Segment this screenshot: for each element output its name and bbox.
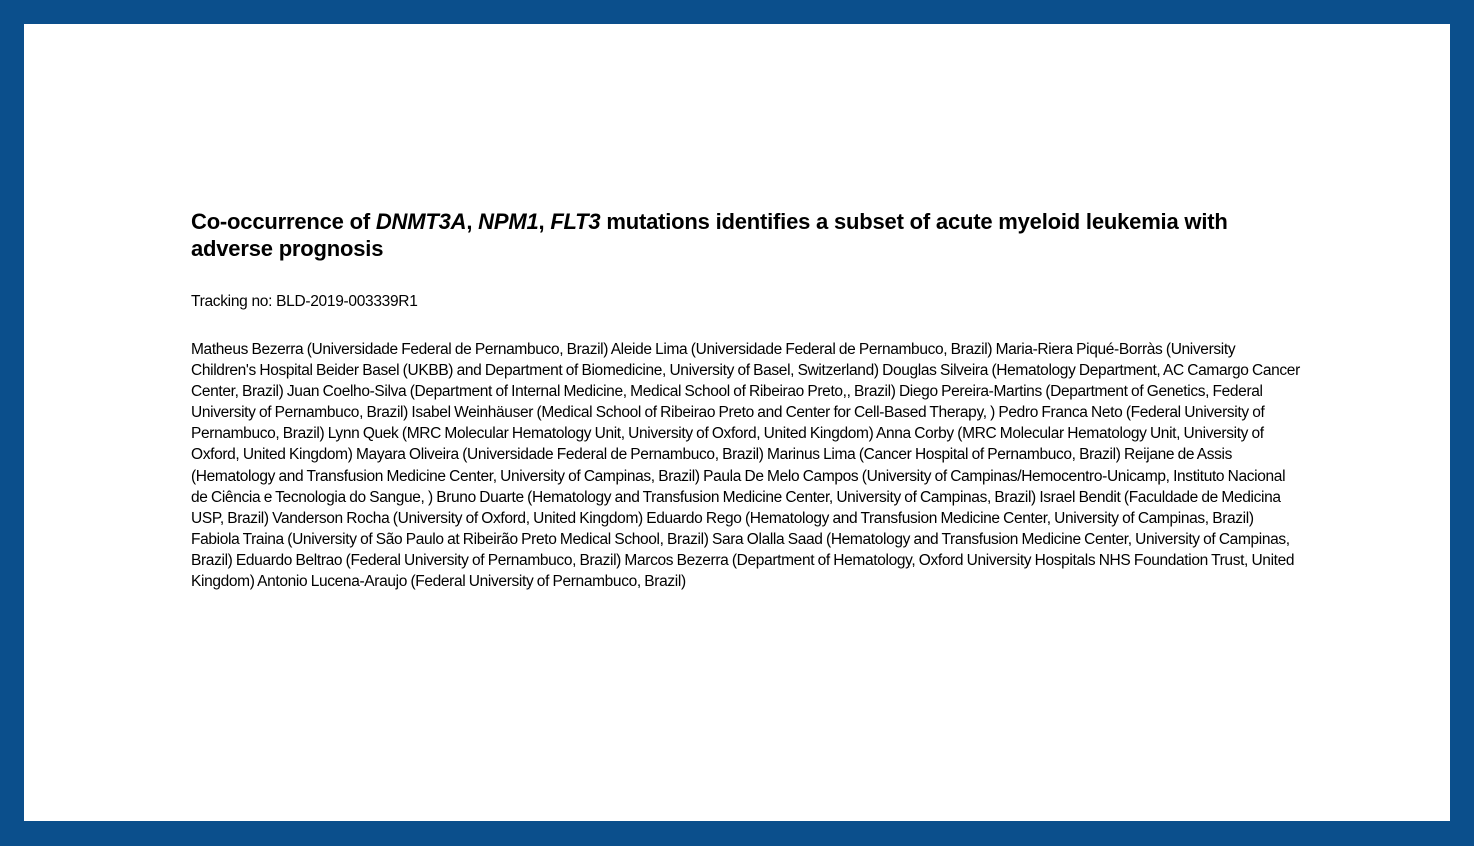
title-suffix: mutations identifies a subset of acute myeloid leukemia with adverse prognosis (191, 209, 1228, 261)
title-prefix: Co-occurrence of (191, 209, 376, 234)
title-separator: , (538, 209, 551, 234)
paper-title (191, 208, 1301, 262)
document-content (191, 208, 1301, 592)
title-gene-dnmt3a: DNMT3A (375, 209, 467, 234)
document-page (24, 24, 1450, 821)
author-list: Matheus Bezerra (Universidade Federal de Pernambuco, Brazil) Aleide Lima (Universidade Federal de Pernambuco, Brazil) Maria-Riera Piqué-Borràs (University Children's Hospital Beider Basel (UKBB) and Department of Biomedicine, University of Basel, Switzerland) Douglas Silveira (Hematology Department, AC Camargo Cancer Center, Brazil) Juan Coelho-Silva (Department of Internal Medicine, Medical School of Ribeirao Preto,, Brazil) Diego Pereira-Martins (Department of Genetics, Federal University of Pernambuco, Brazil) Isabel Weinhäuser (Medical School of Ribeirao Preto and Center for Cell-Based Therapy, ) Pedro Franca Neto (Federal University of Pernambuco, Brazil) Lynn Quek (MRC Molecular Hematology Unit, University of Oxford, United Kingdom) Anna Corby (MRC Molecular Hematology Unit, University of Oxford, United Kingdom) Mayara Oliveira (Universidade Federal de Pernambuco, Brazil) Marinus Lima (Cancer Hospital of Pernambuco, Brazil) Reijane de Assis (Hematology and Transfusion Medicine Center, University of Campinas, Brazil) Paula De Melo Campos (University of Campinas/Hemocentro-Unicamp, Instituto Nacional de Ciência e Tecnologia do Sangue, ) Bruno Duarte (Hematology and Transfusion Medicine Center, University of Campinas, Brazil) Israel Bendit (Faculdade de Medicina USP, Brazil) Vanderson Rocha (University of Oxford, United Kingdom) Eduardo Rego (Hematology and Transfusion Medicine Center, University of Campinas, Brazil) Fabiola Traina (University of São Paulo at Ribeirão Preto Medical School, Brazil) Sara Olalla Saad (Hematology and Transfusion Medicine Center, University of Campinas, Brazil) Eduardo Beltrao (Federal University of Pernambuco, Brazil) Marcos Bezerra (Department of Hematology, Oxford University Hospitals NHS Foundation Trust, United Kingdom) Antonio Lucena-Araujo (Federal University of Pernambuco, Brazil) (191, 341, 1300, 591)
tracking-number: Tracking no: BLD-2019-003339R1 (191, 293, 418, 310)
title-gene-npm1: NPM1 (478, 209, 539, 234)
title-separator: , (466, 209, 479, 234)
title-gene-flt3: FLT3 (550, 209, 601, 234)
